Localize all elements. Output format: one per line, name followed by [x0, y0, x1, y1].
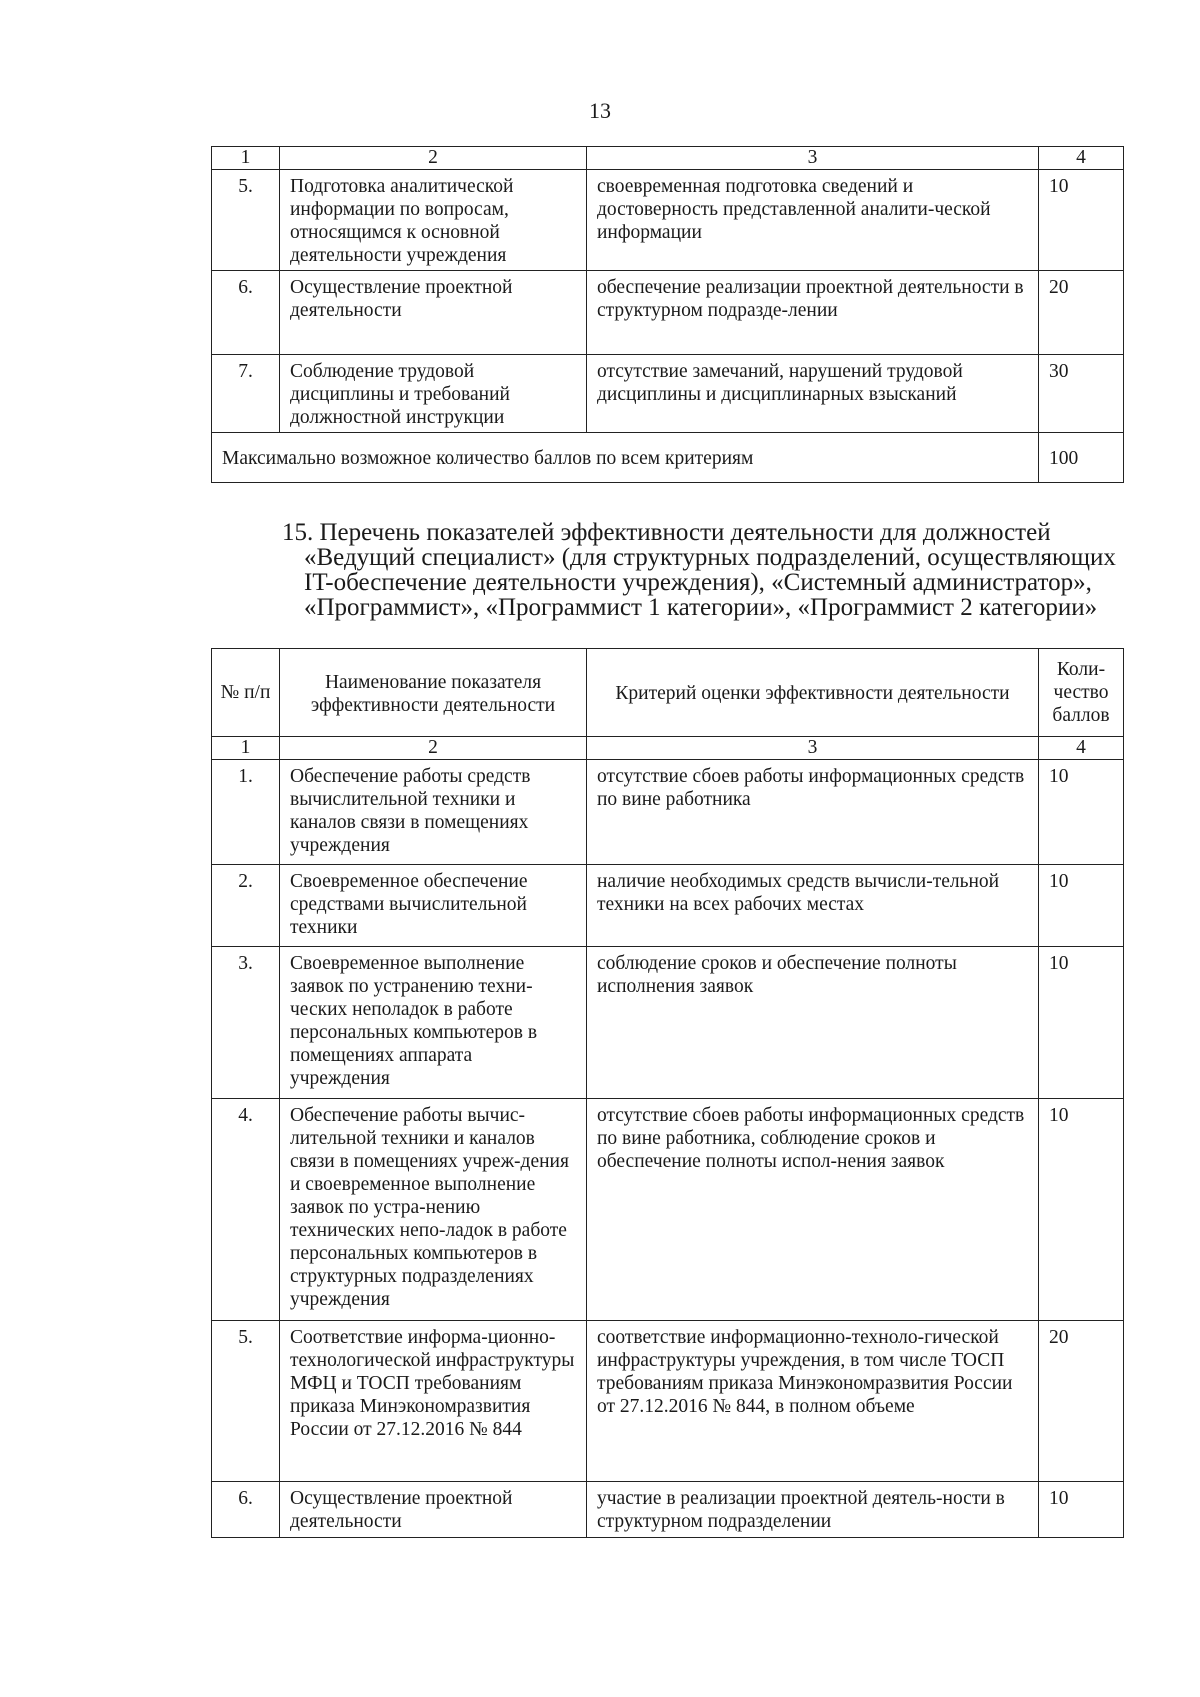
row-number: 2.: [212, 865, 280, 947]
table-row: [212, 865, 1124, 947]
points-cell: 20: [1039, 271, 1124, 355]
indicator-cell: Осуществление проектной деятельности: [280, 1482, 587, 1538]
indicator-cell: Своевременное обеспечение средствами вычислительной техники: [280, 865, 587, 947]
column-number-row: [212, 737, 1124, 760]
indicator-cell: Соблюдение трудовой дисциплины и требований должностной инструкции: [280, 355, 587, 433]
total-label: Максимально возможное количество баллов по всем критериям: [212, 433, 1039, 483]
indicator-cell: Обеспечение работы средств вычислительной техники и каналов связи в помещениях учреждения: [280, 760, 587, 865]
criterion-cell: соблюдение сроков и обеспечение полноты исполнения заявок: [587, 947, 1039, 1099]
column-number: 1: [212, 147, 280, 170]
row-number: 4.: [212, 1099, 280, 1321]
points-cell: 20: [1039, 1321, 1124, 1482]
points-cell: 10: [1039, 760, 1124, 865]
table-row: [212, 271, 1124, 355]
table-row: [212, 760, 1124, 865]
points-cell: 10: [1039, 865, 1124, 947]
criterion-cell: наличие необходимых средств вычисли-тельной техники на всех рабочих местах: [587, 865, 1039, 947]
criterion-cell: отсутствие сбоев работы информационных средств по вине работника, соблюдение сроков и обеспечение полноты испол-нения заявок: [587, 1099, 1039, 1321]
row-number: 1.: [212, 760, 280, 865]
column-number: 2: [280, 737, 587, 760]
total-value: 100: [1039, 433, 1124, 483]
row-number: 5.: [212, 170, 280, 271]
column-number: 2: [280, 147, 587, 170]
table-row: [212, 1099, 1124, 1321]
header-number: № п/п: [212, 649, 280, 737]
column-number: 4: [1039, 147, 1124, 170]
indicator-cell: Обеспечение работы вычис-лительной техники и каналов связи в помещениях учреж-дения и своевременное выполнение заявок по устра-нению технических непо-ладок в работе персональных компьютеров в структурных подразделениях учреждения: [280, 1099, 587, 1321]
points-cell: 10: [1039, 170, 1124, 271]
criterion-cell: участие в реализации проектной деятель-ности в структурном подразделении: [587, 1482, 1039, 1538]
points-cell: 10: [1039, 1482, 1124, 1538]
criterion-cell: обеспечение реализации проектной деятельности в структурном подразде-лении: [587, 271, 1039, 355]
points-cell: 10: [1039, 947, 1124, 1099]
row-number: 6.: [212, 1482, 280, 1538]
header-row: [212, 649, 1124, 737]
criterion-cell: отсутствие замечаний, нарушений трудовой дисциплины и дисциплинарных взысканий: [587, 355, 1039, 433]
indicator-cell: Своевременное выполнение заявок по устранению техни-ческих неполадок в работе персональных компьютеров в помещениях аппарата учреждения: [280, 947, 587, 1099]
header-points: Коли-чество баллов: [1039, 649, 1124, 737]
column-number: 1: [212, 737, 280, 760]
criterion-cell: своевременная подготовка сведений и достоверность представленной аналити-ческой информации: [587, 170, 1039, 271]
table-row: [212, 170, 1124, 271]
indicator-cell: Соответствие информа-ционно-технологической инфраструктуры МФЦ и ТОСП требованиям приказа Минэкономразвития России от 27.12.2016 № 844: [280, 1321, 587, 1482]
indicator-cell: Подготовка аналитической информации по вопросам, относящимся к основной деятельности учреждения: [280, 170, 587, 271]
column-number-row: [212, 147, 1124, 170]
section-heading: 15. Перечень показателей эффективности деятельности для должностей «Ведущий специалист» (для структурных подразделений, осуществляющих IT-обеспечение деятельности учреждения), «Системный администратор», «Программист», «Программист 1 категории», «Программист 2 категории»: [282, 519, 1116, 621]
header-criterion: Критерий оценки эффективности деятельности: [587, 649, 1039, 737]
table-row: [212, 1482, 1124, 1538]
page-number: 13: [589, 98, 611, 123]
table-bottom: [211, 648, 1124, 1538]
column-number: 4: [1039, 737, 1124, 760]
column-number: 3: [587, 147, 1039, 170]
table-top: [211, 146, 1124, 483]
row-number: 7.: [212, 355, 280, 433]
row-number: 6.: [212, 271, 280, 355]
header-indicator: Наименование показателя эффективности деятельности: [280, 649, 587, 737]
row-number: 3.: [212, 947, 280, 1099]
points-cell: 10: [1039, 1099, 1124, 1321]
criterion-cell: соответствие информационно-техноло-гической инфраструктуры учреждения, в том числе ТОСП требованиям приказа Минэкономразвития России от 27.12.2016 № 844, в полном объеме: [587, 1321, 1039, 1482]
indicator-cell: Осуществление проектной деятельности: [280, 271, 587, 355]
criterion-cell: отсутствие сбоев работы информационных средств по вине работника: [587, 760, 1039, 865]
total-row: [212, 433, 1124, 483]
column-number: 3: [587, 737, 1039, 760]
table-row: [212, 355, 1124, 433]
table-row: [212, 947, 1124, 1099]
table-row: [212, 1321, 1124, 1482]
row-number: 5.: [212, 1321, 280, 1482]
points-cell: 30: [1039, 355, 1124, 433]
